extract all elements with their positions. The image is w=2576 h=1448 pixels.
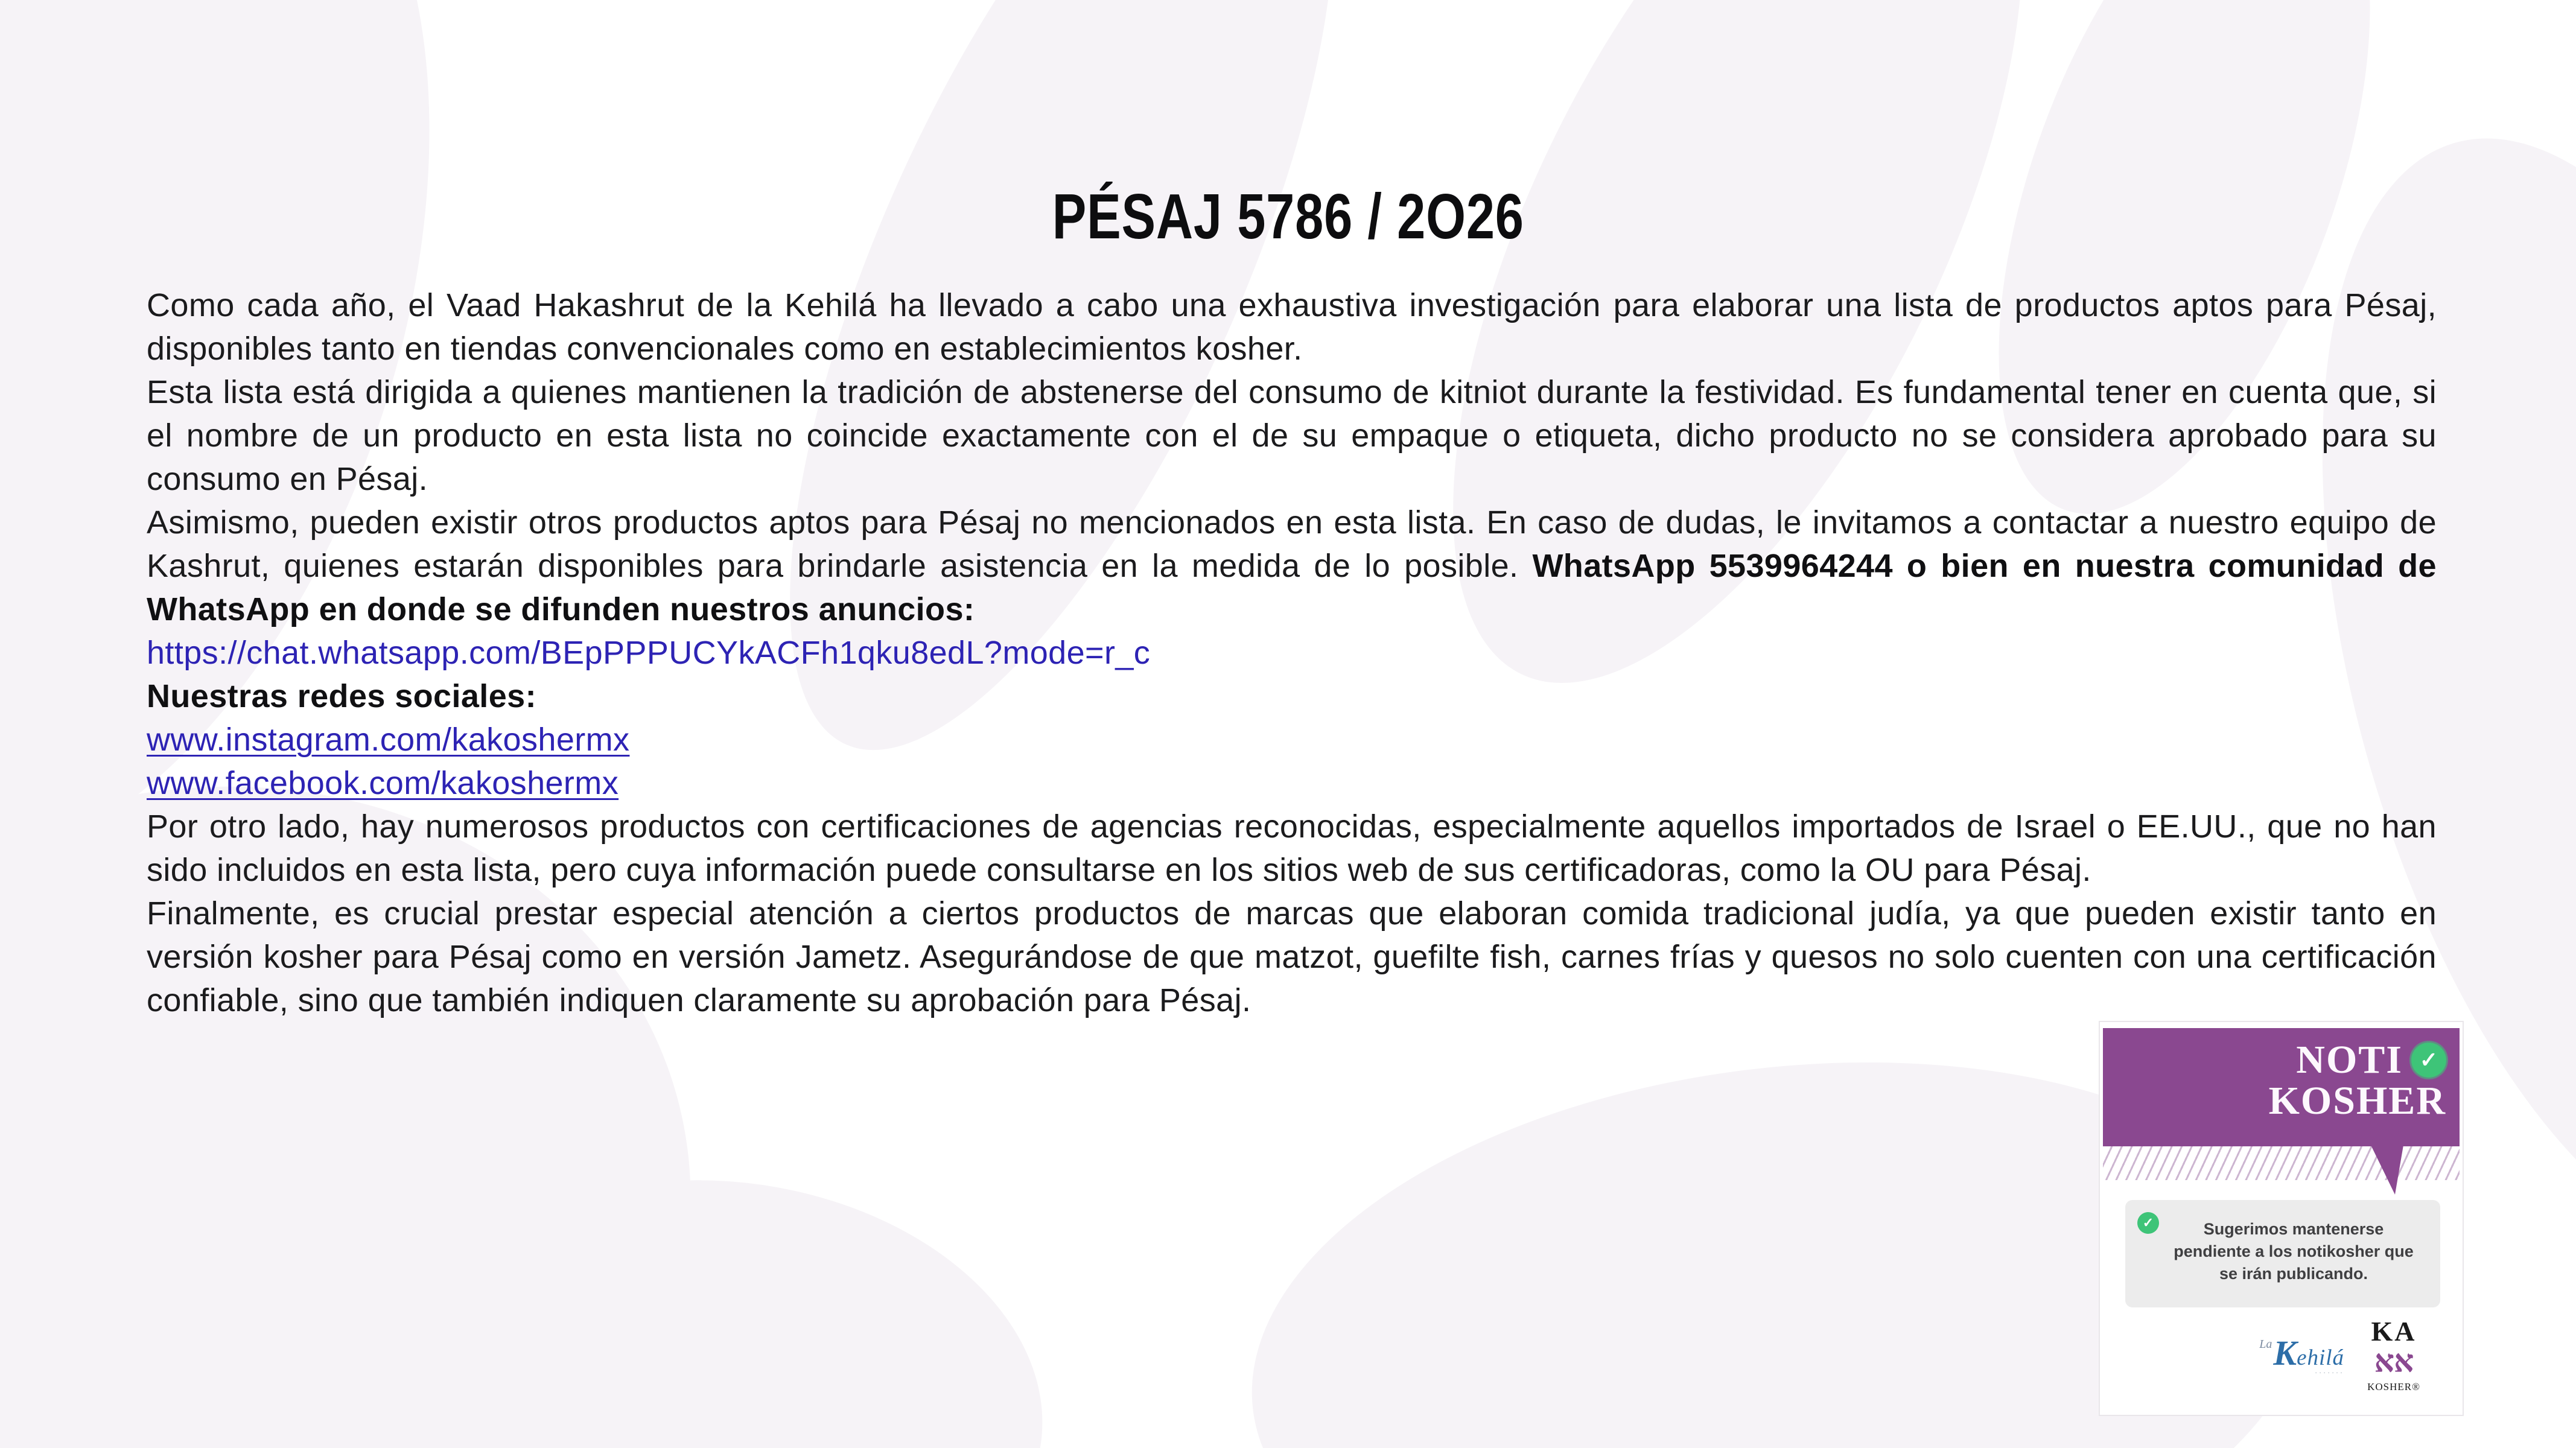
notikosher-title-line2: KOSHER [2268,1079,2446,1123]
paragraph-final: Finalmente, es crucial prestar especial atención a ciertos productos de marcas que elaboran comida tradicional judía, ya que pueden existir tanto en versión kosher para Pésaj como en versión Jametz. Asegurándose de que matzot, guefilte fish, carnes frías y quesos no solo cuenten con una certificación confiable, sino que también indiquen claramente su aprobación para Pésaj. [147,895,2437,1018]
social-heading: Nuestras redes sociales: [147,678,536,714]
facebook-link[interactable]: www.facebook.com/kakoshermx [147,765,619,801]
notikosher-note [2125,1200,2440,1307]
paragraph-contact-text: Asimismo, pueden existir otros productos aptos para Pésaj no mencionados en esta lista. En caso de dudas, le invitamos a contactar a nuestro equipo de Kashrut, quienes estarán disponibles para brindarle asistencia en la medida de lo posible. [147,504,2437,584]
ka-hebrew-letters: אא [2374,1345,2414,1379]
body-text [147,284,2437,1022]
instagram-link[interactable]: www.instagram.com/kakoshermx [147,722,630,758]
notikosher-note-text: Sugerimos mantenerse pendiente a los notikosher que se irán publicando. [2174,1220,2414,1283]
paragraph-intro: Como cada año, el Vaad Hakashrut de la Kehilá ha llevado a cabo una exhaustiva investigación para elaborar una lista de productos aptos para Pésaj, disponibles tanto en tiendas convencionales como en establecimientos kosher. [147,287,2437,367]
paragraph-contact [147,501,2437,631]
notikosher-title-line1: NOTI [2296,1038,2403,1082]
page-title: PÉSAJ 5786 / 2O26 [1052,181,1524,253]
check-circle-icon: ✓ [2137,1212,2159,1234]
hatch-stripes-decoration [2103,1146,2460,1180]
paragraph-certifications: Por otro lado, hay numerosos productos con certificaciones de agencias reconocidas, especialmente aquellos importados de Israel o EE.UU., que no han sido incluidos en esta lista, pero cuya información puede consultarse en los sitios web de sus certificadoras, como la OU para Pésaj. [147,808,2437,888]
logos-row [2259,1318,2420,1392]
verified-check-icon: ✓ [2411,1043,2446,1078]
whatsapp-chat-link[interactable]: https://chat.whatsapp.com/BEpPPPUCYkACFh1qku8edL?mode=r_c [147,635,1151,671]
paragraph-kitniot: Esta lista está dirigida a quienes mantienen la tradición de abstenerse del consumo de kitniot durante la festividad. Es fundamental tener en cuenta que, si el nombre de un producto en esta lista no coincide exactamente con el de su empaque o etiqueta, dicho producto no se considera aprobado para su consumo en Pésaj. [147,374,2437,497]
kehila-tagline-dots: ······· [2315,1368,2345,1377]
kehila-logo: LaKehilá ······· [2259,1333,2345,1377]
speech-bubble-tail [2371,1145,2403,1195]
whatsapp-phone-text: WhatsApp 5539964244 o bien en nuestra comunidad de WhatsApp en donde se difunden nuestros anuncios: [147,548,2437,627]
notikosher-card [2099,1021,2464,1416]
notikosher-banner [2103,1028,2460,1146]
ka-kosher-logo: KA אא KOSHER® [2367,1316,2420,1392]
